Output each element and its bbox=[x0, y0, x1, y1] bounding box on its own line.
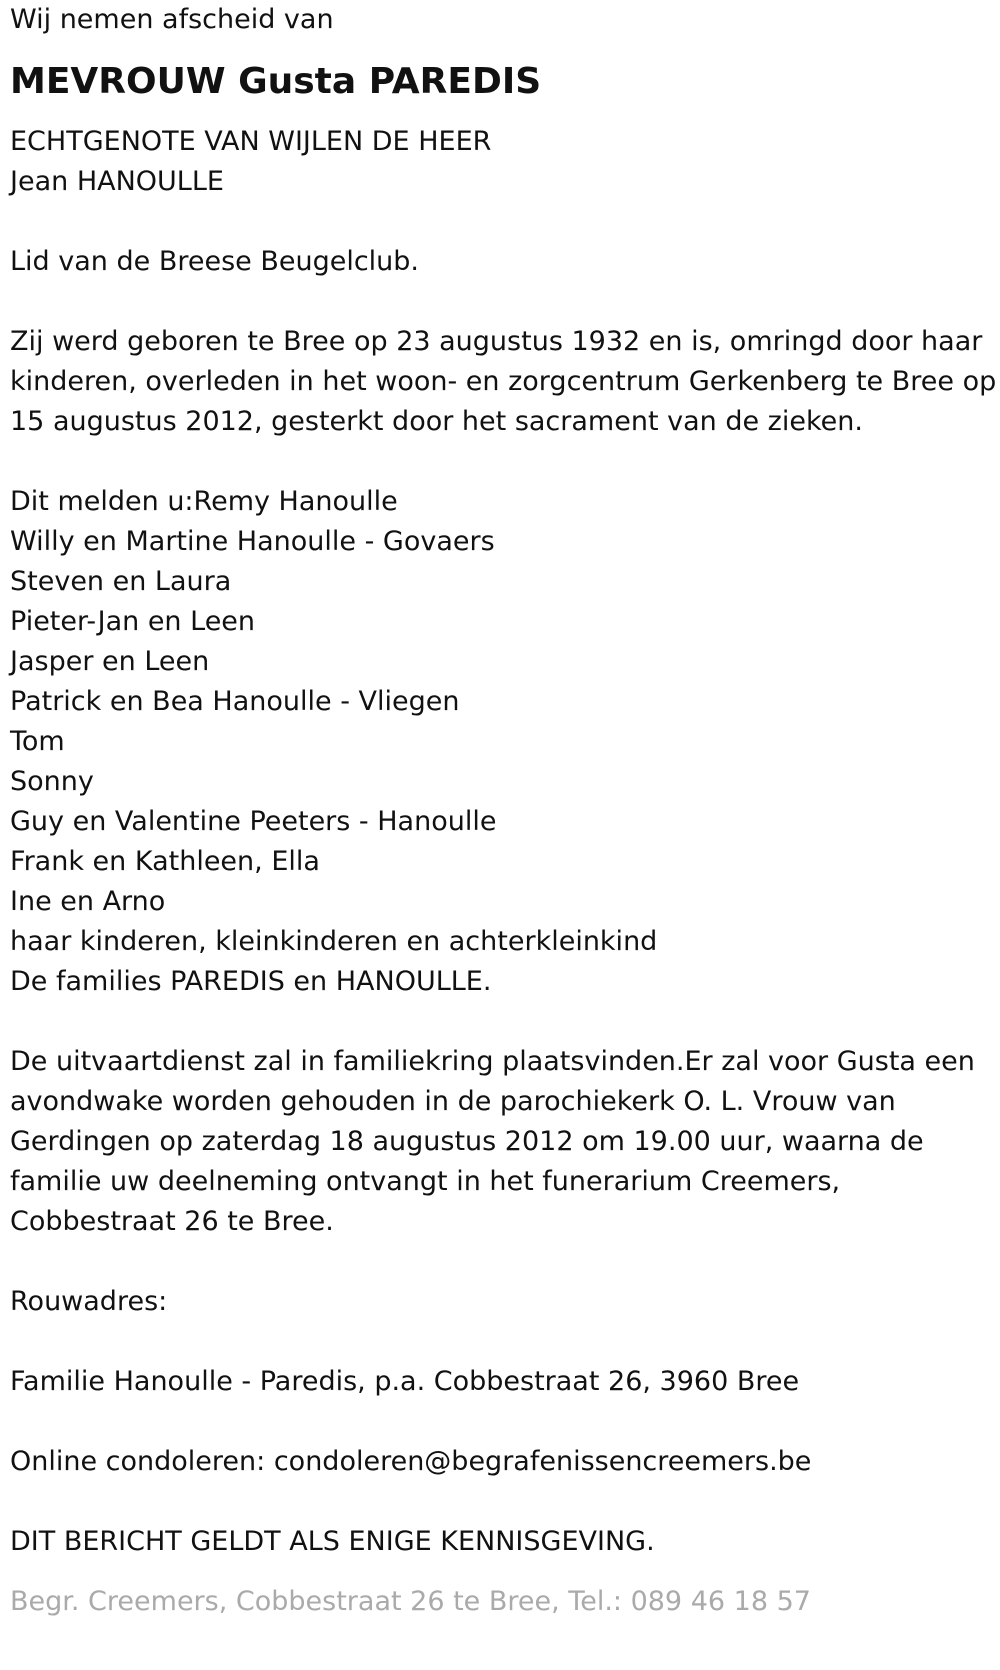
paragraph-line: Gerdingen op zaterdag 18 augustus 2012 om 19.00 uur, waarna de bbox=[10, 1126, 924, 1157]
spacer bbox=[10, 202, 990, 242]
address-label: Rouwadres: bbox=[10, 1286, 168, 1317]
spacer bbox=[10, 442, 990, 482]
mourner-line: Willy en Martine Hanoulle - Govaers bbox=[10, 526, 495, 557]
paragraph-line: kinderen, overleden in het woon- en zorgcentrum Gerkenberg te Bree op bbox=[10, 366, 997, 397]
paragraph-line: Zij werd geboren te Bree op 23 augustus 1932 en is, omringd door haar bbox=[10, 326, 983, 357]
spouse-name: Jean HANOULLE bbox=[10, 166, 224, 197]
spacer bbox=[10, 1242, 990, 1282]
mourner-line: De families PAREDIS en HANOULLE. bbox=[10, 966, 492, 997]
paragraph-line: avondwake worden gehouden in de parochiekerk O. L. Vrouw van bbox=[10, 1086, 896, 1117]
mourner-line: Patrick en Bea Hanoulle - Vliegen bbox=[10, 686, 460, 717]
mourner-line: Jasper en Leen bbox=[10, 646, 210, 677]
mourner-line: haar kinderen, kleinkinderen en achterkleinkind bbox=[10, 926, 658, 957]
spouse-title: ECHTGENOTE VAN WIJLEN DE HEER bbox=[10, 126, 492, 157]
mourner-line: Guy en Valentine Peeters - Hanoulle bbox=[10, 806, 497, 837]
paragraph-line: Cobbestraat 26 te Bree. bbox=[10, 1206, 334, 1237]
deceased-name: MEVROUW Gusta PAREDIS bbox=[10, 61, 542, 102]
mourning-address: Familie Hanoulle - Paredis, p.a. Cobbestraat 26, 3960 Bree bbox=[10, 1366, 800, 1397]
mourner-line: Dit melden u:Remy Hanoulle bbox=[10, 486, 398, 517]
mourner-line: Frank en Kathleen, Ella bbox=[10, 846, 320, 877]
spacer bbox=[10, 1482, 990, 1522]
mourners-list bbox=[10, 482, 990, 1002]
paragraph-line: 15 augustus 2012, gesterkt door het sacrament van de zieken. bbox=[10, 406, 863, 437]
mourner-line: Ine en Arno bbox=[10, 886, 166, 917]
mourner-line: Steven en Laura bbox=[10, 566, 232, 597]
spacer bbox=[10, 1322, 990, 1362]
paragraph-line: familie uw deelneming ontvangt in het funerarium Creemers, bbox=[10, 1166, 841, 1197]
membership-text: Lid van de Breese Beugelclub. bbox=[10, 246, 420, 277]
paragraph-line: De uitvaartdienst zal in familiekring plaatsvinden.Er zal voor Gusta een bbox=[10, 1046, 975, 1077]
intro-text: Wij nemen afscheid van bbox=[10, 4, 334, 35]
spacer bbox=[10, 1002, 990, 1042]
spacer bbox=[10, 1402, 990, 1442]
mourner-line: Sonny bbox=[10, 766, 94, 797]
obituary-notice bbox=[10, 0, 997, 1622]
mourner-line: Pieter-Jan en Leen bbox=[10, 606, 256, 637]
mourner-line: Tom bbox=[10, 726, 65, 757]
sole-notice: DIT BERICHT GELDT ALS ENIGE KENNISGEVING. bbox=[10, 1526, 655, 1557]
online-condolence: Online condoleren: condoleren@begrafenissencreemers.be bbox=[10, 1446, 812, 1477]
spacer bbox=[10, 282, 990, 322]
birth-death-paragraph bbox=[10, 322, 997, 442]
funeral-home-footer: Begr. Creemers, Cobbestraat 26 te Bree, Tel.: 089 46 18 57 bbox=[10, 1586, 811, 1617]
service-paragraph bbox=[10, 1042, 990, 1242]
